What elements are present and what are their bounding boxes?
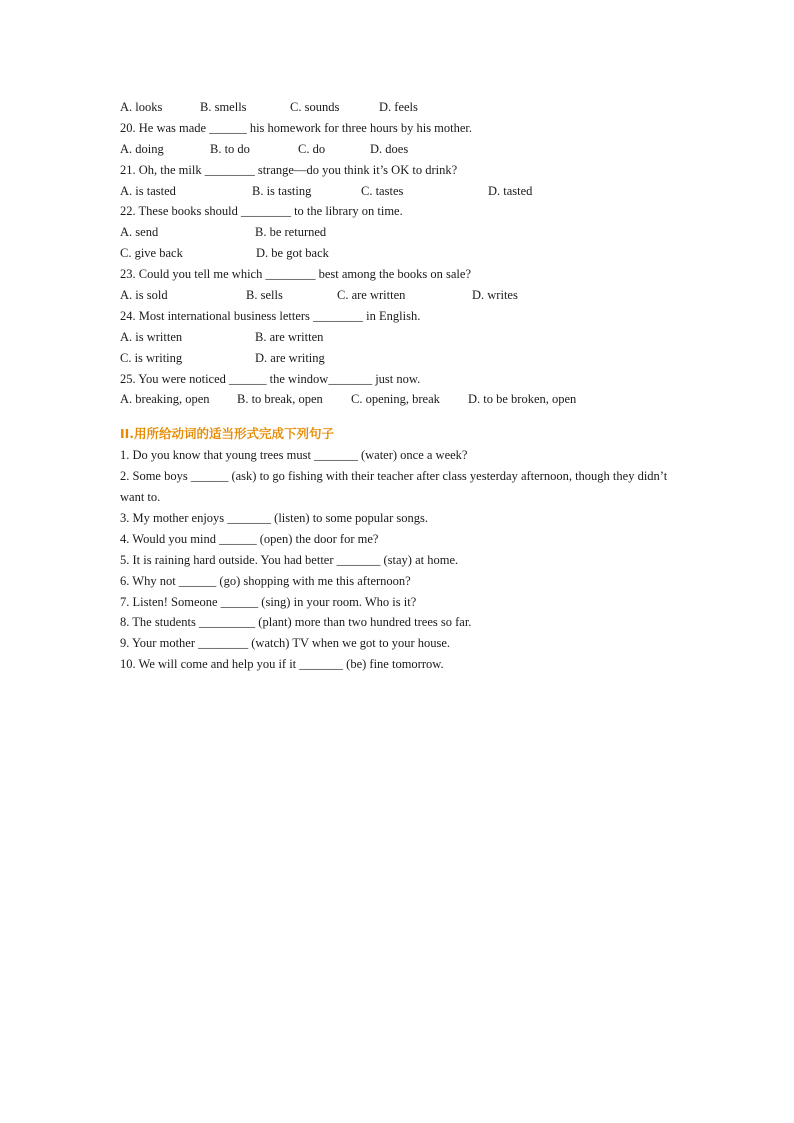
q22-stem: 22. These books should ________ to the library on time. xyxy=(120,204,403,219)
fill-item: 8. The students _________ (plant) more than two hundred trees so far. xyxy=(120,615,472,630)
q22-option-a: A. send xyxy=(120,225,159,240)
q21-options xyxy=(120,181,690,202)
q19-option-b: B. smells xyxy=(200,100,247,114)
q25-options xyxy=(120,389,690,410)
fill-item: 9. Your mother ________ (watch) TV when we got to your house. xyxy=(120,636,451,651)
q23-option-d: D. writes xyxy=(472,288,518,303)
q25-option-d: D. to be broken, open xyxy=(468,392,577,407)
q23-option-b: B. sells xyxy=(246,288,283,303)
q21-option-b: B. is tasting xyxy=(252,183,312,198)
q22-option-c: C. give back xyxy=(120,246,183,261)
q25-option-c: C. opening, break xyxy=(351,392,440,407)
section-spacer xyxy=(120,410,690,424)
fill-item: 10. We will come and help you if it _______ (be) fine tomorrow. xyxy=(120,657,444,672)
q24-option-c: C. is writing xyxy=(120,350,183,365)
q20-option-b: B. to do xyxy=(210,141,250,156)
q24-stem: 24. Most international business letters ________ in English. xyxy=(120,308,421,323)
q22-options-row1 xyxy=(120,222,690,243)
q24-option-b: B. are written xyxy=(255,329,324,344)
fill-item: 2. Some boys ______ (ask) to go fishing with their teacher after class yesterday afternoon, though they didn’t want to. xyxy=(120,469,668,505)
q21-stem: 21. Oh, the milk ________ strange—do you think it’s OK to drink? xyxy=(120,162,458,177)
q19-option-c: C. sounds xyxy=(290,100,340,114)
q23-stem: 23. Could you tell me which ________ best among the books on sale? xyxy=(120,267,471,282)
q20-option-c: C. do xyxy=(298,141,326,156)
q20-option-a: A. doing xyxy=(120,141,164,156)
q25-stem: 25. You were noticed ______ the window_______ just now. xyxy=(120,371,421,386)
fill-item: 6. Why not ______ (go) shopping with me this afternoon? xyxy=(120,573,411,588)
q22-option-d: D. be got back xyxy=(256,246,329,261)
q24-option-a: A. is written xyxy=(120,329,183,344)
q25-option-b: B. to break, open xyxy=(237,392,323,407)
fill-item: 5. It is raining hard outside. You had better _______ (stay) at home. xyxy=(120,552,459,567)
fill-item: 1. Do you know that young trees must _______ (water) once a week? xyxy=(120,448,468,463)
q21-option-d: D. tasted xyxy=(488,183,533,198)
q23-options xyxy=(120,285,690,306)
exercise-content xyxy=(120,97,690,675)
q23-option-c: C. are written xyxy=(337,288,406,303)
q19-option-a: A. looks xyxy=(120,100,163,114)
q19-option-d: D. feels xyxy=(379,100,418,114)
q19-options xyxy=(120,97,690,118)
q24-option-d: D. are writing xyxy=(255,350,325,365)
section-heading: II.用所给动词的适当形式完成下列句子 xyxy=(120,426,335,442)
q20-stem: 20. He was made ______ his homework for three hours by his mother. xyxy=(120,120,473,135)
fill-item: 7. Listen! Someone ______ (sing) in your room. Who is it? xyxy=(120,594,417,609)
q20-option-d: D. does xyxy=(370,141,409,156)
q23-option-a: A. is sold xyxy=(120,288,168,303)
q24-options-row1 xyxy=(120,327,690,348)
q20-options xyxy=(120,139,690,160)
q22-option-b: B. be returned xyxy=(255,225,327,240)
q21-option-a: A. is tasted xyxy=(120,183,176,198)
q22-options-row2 xyxy=(120,243,690,264)
q24-options-row2 xyxy=(120,348,690,369)
q21-option-c: C. tastes xyxy=(361,183,404,198)
q25-option-a: A. breaking, open xyxy=(120,392,210,407)
fill-item: 3. My mother enjoys _______ (listen) to some popular songs. xyxy=(120,510,428,525)
fill-item: 4. Would you mind ______ (open) the door for me? xyxy=(120,531,379,546)
